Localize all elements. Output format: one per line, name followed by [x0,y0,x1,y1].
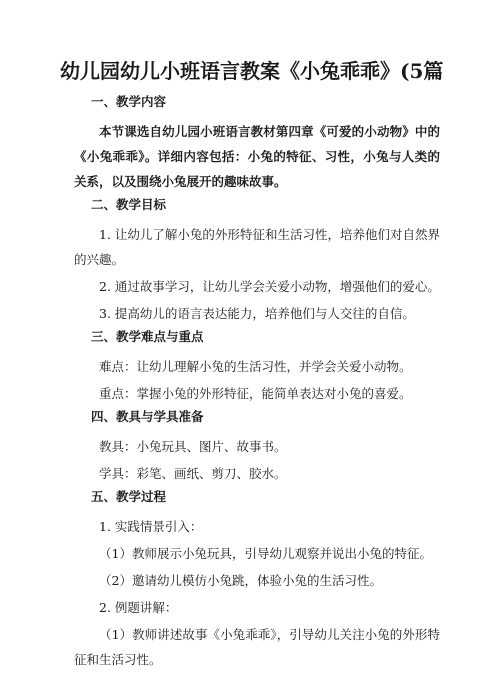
section-heading-teaching-content: 一、教学内容 [91,94,167,109]
teacher-materials: 教具：小兔玩具、图片、故事书。 [99,439,287,454]
document-body [74,93,440,674]
process-step-2: 2. 例题讲解： [99,600,178,615]
process-step-1: 1. 实践情景引入： [99,519,203,534]
goal-item-2: 2. 通过故事学习，让幼儿学会关爱小动物，增强他们的爱心。 [99,279,440,294]
section-heading-teaching-goals: 二、教学目标 [91,197,167,212]
key-point-text: 重点：掌握小兔的外形特征，能简单表达对小兔的喜爱。 [99,386,412,401]
goal-item-3: 3. 提高幼儿的语言表达能力，培养他们与人交往的自信。 [99,306,415,321]
document-title: 幼儿园幼儿小班语言教案《小兔乖乖》(5篇 [60,59,444,83]
teaching-content-paragraph: 本节课选自幼儿园小班语言教材第四章《可爱的小动物》中的《小兔乖乖》。详细内容包括：小兔的特征、习性，小兔与人类的关系，以及围绕小兔展开的趣味故事。 [74,124,440,189]
process-step-1a: （1）教师展示小兔玩具，引导幼儿观察并说出小兔的特征。 [99,546,432,561]
section-heading-process: 五、教学过程 [91,489,167,504]
process-step-1b: （2）邀请幼儿模仿小兔跳，体验小兔的生活习性。 [99,573,382,588]
process-step-2a: （1）教师讲述故事《小兔乖乖》，引导幼儿关注小兔的外形特征和生活习性。 [74,627,440,667]
section-heading-difficulties: 三、教学难点与重点 [91,329,204,344]
difficulty-text: 难点：让幼儿理解小兔的生活习性，并学会关爱小动物。 [99,359,412,374]
student-materials: 学具：彩笔、画纸、剪刀、胶水。 [99,466,287,481]
section-heading-materials: 四、教具与学具准备 [91,409,204,424]
goal-item-1: 1. 让幼儿了解小兔的外形特征和生活习性，培养他们对自然界的兴趣。 [74,227,440,267]
